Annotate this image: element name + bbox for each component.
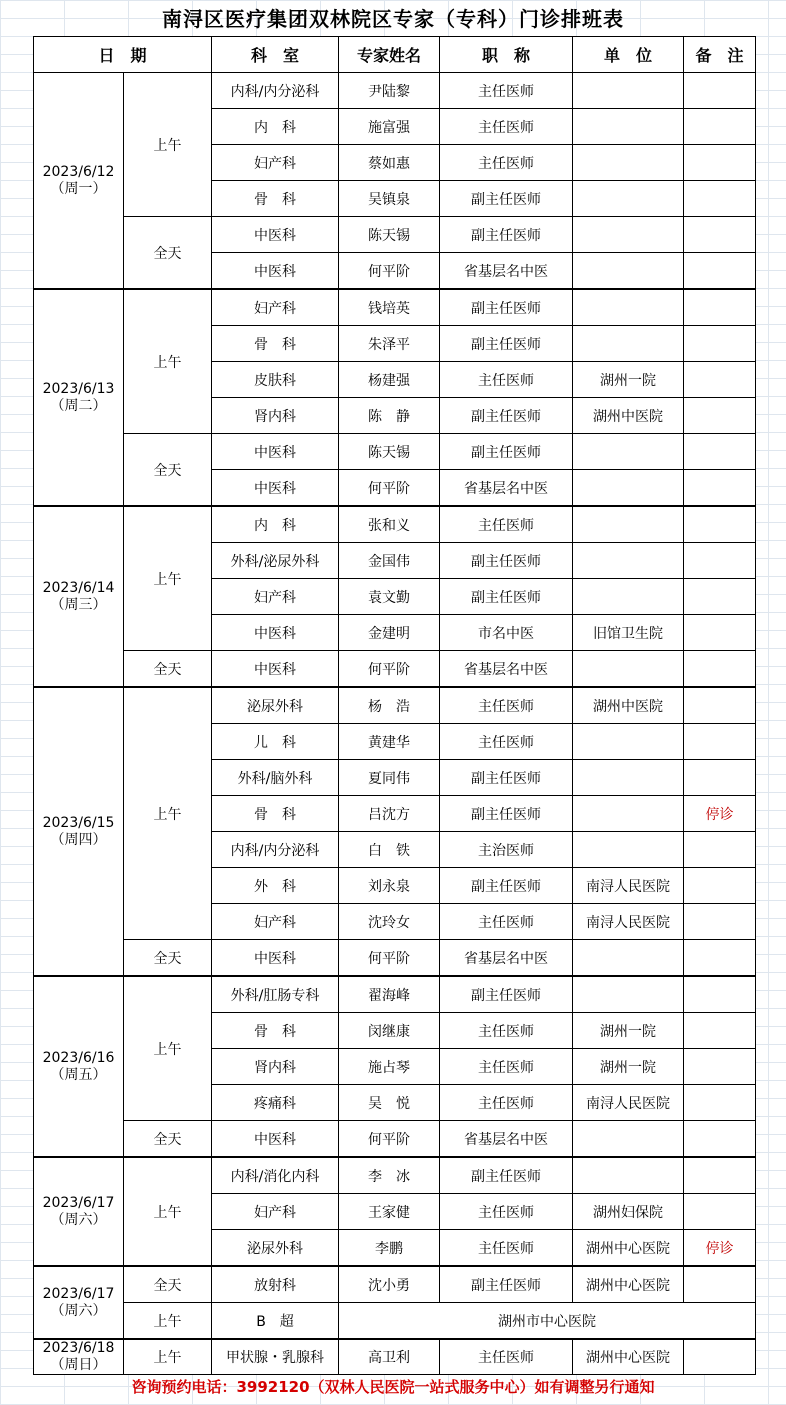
period-cell: 上午 <box>124 289 212 434</box>
title-cell: 副主任医师 <box>440 326 573 362</box>
expert-name-cell: 袁文勤 <box>339 579 440 615</box>
dept-cell: 妇产科 <box>212 145 339 181</box>
title-cell: 省基层名中医 <box>440 1121 573 1158</box>
dept-cell: 皮肤科 <box>212 362 339 398</box>
title-cell: 副主任医师 <box>440 289 573 326</box>
dept-cell: 中医科 <box>212 615 339 651</box>
weekday-value: （周五） <box>50 1066 107 1083</box>
note-cell <box>684 1121 756 1158</box>
note-cell <box>684 651 756 688</box>
dept-cell: 甲状腺・乳腺科 <box>212 1339 339 1375</box>
unit-cell <box>573 217 684 253</box>
header-dept: 科 室 <box>212 37 339 73</box>
expert-name-cell: 杨建强 <box>339 362 440 398</box>
title-cell: 主任医师 <box>440 109 573 145</box>
weekday-value: （周六） <box>50 1211 107 1228</box>
expert-name-cell: 何平阶 <box>339 470 440 507</box>
date-value: 2023/6/18 <box>42 1340 115 1356</box>
expert-name-cell: 闵继康 <box>339 1013 440 1049</box>
table-row <box>34 1121 756 1158</box>
note-cell <box>684 253 756 290</box>
header-expert: 专家姓名 <box>339 37 440 73</box>
note-cell <box>684 760 756 796</box>
period-cell: 上午 <box>124 1339 212 1375</box>
note-cell <box>684 543 756 579</box>
period-cell: 全天 <box>124 1121 212 1158</box>
note-cell <box>684 362 756 398</box>
period-cell: 上午 <box>124 976 212 1121</box>
title-cell: 副主任医师 <box>440 543 573 579</box>
weekday-value: （周二） <box>50 397 107 414</box>
title-cell: 主任医师 <box>440 1230 573 1267</box>
note-cell <box>684 724 756 760</box>
expert-name-cell: 金国伟 <box>339 543 440 579</box>
title-cell: 主任医师 <box>440 506 573 543</box>
period-cell: 全天 <box>124 940 212 977</box>
period-cell: 上午 <box>124 73 212 217</box>
schedule-body <box>34 73 756 1375</box>
expert-name-cell: 高卫利 <box>339 1339 440 1375</box>
title-cell: 副主任医师 <box>440 868 573 904</box>
dept-cell: 中医科 <box>212 940 339 977</box>
expert-name-cell: 钱培英 <box>339 289 440 326</box>
title-cell: 副主任医师 <box>440 217 573 253</box>
date-cell <box>34 1266 124 1339</box>
table-row <box>34 651 756 688</box>
note-cell <box>684 904 756 940</box>
expert-name-cell: 陈天锡 <box>339 434 440 470</box>
table-row <box>34 289 756 326</box>
title-cell: 主任医师 <box>440 1013 573 1049</box>
expert-name-cell: 刘永泉 <box>339 868 440 904</box>
dept-cell: 妇产科 <box>212 1194 339 1230</box>
dept-cell: 外 科 <box>212 868 339 904</box>
note-cell <box>684 434 756 470</box>
header-row <box>34 37 756 73</box>
expert-name-cell: 蔡如惠 <box>339 145 440 181</box>
dept-cell: 内 科 <box>212 506 339 543</box>
date-value: 2023/6/12 <box>42 163 115 180</box>
dept-cell: 外科/泌尿外科 <box>212 543 339 579</box>
expert-name-cell: 翟海峰 <box>339 976 440 1013</box>
title-cell: 主任医师 <box>440 1085 573 1121</box>
dept-cell: 儿 科 <box>212 724 339 760</box>
unit-cell <box>573 760 684 796</box>
title-cell: 副主任医师 <box>440 579 573 615</box>
period-cell: 全天 <box>124 217 212 290</box>
title-cell: 市名中医 <box>440 615 573 651</box>
title-cell: 主任医师 <box>440 904 573 940</box>
title-cell: 副主任医师 <box>440 760 573 796</box>
dept-cell: 内 科 <box>212 109 339 145</box>
expert-name-cell: 李鹏 <box>339 1230 440 1267</box>
unit-cell <box>573 73 684 109</box>
dept-cell: 中医科 <box>212 470 339 507</box>
unit-cell <box>573 940 684 977</box>
unit-cell: 旧馆卫生院 <box>573 615 684 651</box>
unit-cell: 南浔人民医院 <box>573 1085 684 1121</box>
expert-name-cell: 李 冰 <box>339 1157 440 1194</box>
note-cell <box>684 73 756 109</box>
note-cell: 停诊 <box>684 1230 756 1267</box>
expert-name-cell: 何平阶 <box>339 253 440 290</box>
expert-name-cell: 何平阶 <box>339 1121 440 1158</box>
unit-cell: 湖州中心医院 <box>573 1339 684 1375</box>
unit-cell <box>573 506 684 543</box>
note-cell <box>684 687 756 724</box>
unit-cell <box>573 543 684 579</box>
note-cell <box>684 145 756 181</box>
title-cell: 副主任医师 <box>440 976 573 1013</box>
note-cell <box>684 1013 756 1049</box>
note-cell <box>684 181 756 217</box>
date-value: 2023/6/17 <box>42 1285 115 1302</box>
dept-cell: 内科/消化内科 <box>212 1157 339 1194</box>
dept-cell: 外科/肛肠专科 <box>212 976 339 1013</box>
expert-name-cell: 沈小勇 <box>339 1266 440 1303</box>
title-cell: 主任医师 <box>440 1339 573 1375</box>
unit-cell <box>573 253 684 290</box>
dept-cell: 骨 科 <box>212 1013 339 1049</box>
merged-unit-cell: 湖州市中心医院 <box>339 1303 756 1340</box>
expert-name-cell: 尹陆黎 <box>339 73 440 109</box>
title-cell: 省基层名中医 <box>440 651 573 688</box>
unit-cell <box>573 181 684 217</box>
expert-name-cell: 金建明 <box>339 615 440 651</box>
title-cell: 主任医师 <box>440 1049 573 1085</box>
note-cell <box>684 868 756 904</box>
table-row <box>34 73 756 109</box>
period-cell: 全天 <box>124 1266 212 1303</box>
title-cell: 副主任医师 <box>440 181 573 217</box>
title-cell: 副主任医师 <box>440 1266 573 1303</box>
expert-name-cell: 张和义 <box>339 506 440 543</box>
dept-cell: 妇产科 <box>212 904 339 940</box>
expert-name-cell: 何平阶 <box>339 651 440 688</box>
dept-cell: 骨 科 <box>212 796 339 832</box>
weekday-value: （周三） <box>50 596 107 613</box>
dept-cell: 内科/内分泌科 <box>212 73 339 109</box>
expert-name-cell: 黄建华 <box>339 724 440 760</box>
date-value: 2023/6/14 <box>42 579 115 596</box>
unit-cell <box>573 976 684 1013</box>
note-cell <box>684 1157 756 1194</box>
expert-name-cell: 施富强 <box>339 109 440 145</box>
title-cell: 副主任医师 <box>440 434 573 470</box>
title-cell: 省基层名中医 <box>440 940 573 977</box>
weekday-value: （周一） <box>50 180 107 197</box>
note-cell <box>684 579 756 615</box>
expert-name-cell: 陈天锡 <box>339 217 440 253</box>
unit-cell <box>573 832 684 868</box>
note-cell <box>684 940 756 977</box>
page-title: 南浔区医疗集团双林院区专家（专科）门诊排班表 <box>162 7 624 31</box>
table-row <box>34 1266 756 1303</box>
period-cell: 上午 <box>124 687 212 940</box>
dept-cell: 泌尿外科 <box>212 1230 339 1267</box>
weekday-value: （周四） <box>50 831 107 848</box>
table-row <box>34 976 756 1013</box>
note-cell <box>684 976 756 1013</box>
table-row <box>34 1303 756 1340</box>
table-row <box>34 1339 756 1375</box>
table-row <box>34 217 756 253</box>
date-value: 2023/6/16 <box>42 1049 115 1066</box>
dept-cell: 肾内科 <box>212 398 339 434</box>
dept-cell: 外科/脑外科 <box>212 760 339 796</box>
expert-name-cell: 白 铁 <box>339 832 440 868</box>
dept-cell: 内科/内分泌科 <box>212 832 339 868</box>
table-row <box>34 1157 756 1194</box>
unit-cell: 湖州中心医院 <box>573 1230 684 1267</box>
expert-name-cell: 吕沈方 <box>339 796 440 832</box>
dept-cell: 泌尿外科 <box>212 687 339 724</box>
dept-cell: 妇产科 <box>212 579 339 615</box>
expert-name-cell: 吴镇泉 <box>339 181 440 217</box>
dept-cell: 肾内科 <box>212 1049 339 1085</box>
expert-name-cell: 朱泽平 <box>339 326 440 362</box>
dept-cell: 中医科 <box>212 651 339 688</box>
date-value: 2023/6/13 <box>42 380 115 397</box>
expert-name-cell: 施占琴 <box>339 1049 440 1085</box>
unit-cell <box>573 1157 684 1194</box>
unit-cell: 湖州中医院 <box>573 687 684 724</box>
unit-cell <box>573 434 684 470</box>
note-cell <box>684 217 756 253</box>
dept-cell: 妇产科 <box>212 289 339 326</box>
dept-cell: 中医科 <box>212 434 339 470</box>
dept-cell: 骨 科 <box>212 181 339 217</box>
title-cell: 主任医师 <box>440 687 573 724</box>
unit-cell: 湖州一院 <box>573 1049 684 1085</box>
unit-cell <box>573 1121 684 1158</box>
unit-cell <box>573 326 684 362</box>
note-cell <box>684 289 756 326</box>
note-cell <box>684 470 756 507</box>
dept-cell: B 超 <box>212 1303 339 1340</box>
dept-cell: 中医科 <box>212 217 339 253</box>
title-cell: 副主任医师 <box>440 1157 573 1194</box>
title-cell: 副主任医师 <box>440 796 573 832</box>
expert-name-cell: 夏同伟 <box>339 760 440 796</box>
header-title: 职 称 <box>440 37 573 73</box>
note-cell <box>684 398 756 434</box>
unit-cell <box>573 579 684 615</box>
note-cell <box>684 615 756 651</box>
period-cell: 全天 <box>124 651 212 688</box>
expert-name-cell: 陈 静 <box>339 398 440 434</box>
date-cell <box>34 506 124 687</box>
weekday-value: （周六） <box>50 1302 107 1319</box>
dept-cell: 疼痛科 <box>212 1085 339 1121</box>
unit-cell <box>573 651 684 688</box>
title-cell: 主任医师 <box>440 1194 573 1230</box>
unit-cell <box>573 145 684 181</box>
table-row <box>34 434 756 470</box>
title-cell: 主任医师 <box>440 145 573 181</box>
unit-cell: 湖州中心医院 <box>573 1266 684 1303</box>
unit-cell: 南浔人民医院 <box>573 868 684 904</box>
title-cell: 主任医师 <box>440 362 573 398</box>
header-date: 日 期 <box>34 37 212 73</box>
unit-cell <box>573 289 684 326</box>
note-cell <box>684 1194 756 1230</box>
note-cell <box>684 506 756 543</box>
note-cell <box>684 326 756 362</box>
table-row <box>34 506 756 543</box>
note-cell <box>684 1266 756 1303</box>
note-cell <box>684 832 756 868</box>
date-cell <box>34 687 124 976</box>
note-cell <box>684 1085 756 1121</box>
title-cell: 省基层名中医 <box>440 470 573 507</box>
title-cell: 主任医师 <box>440 73 573 109</box>
date-cell <box>34 1339 124 1375</box>
schedule-table <box>33 36 756 1375</box>
unit-cell <box>573 470 684 507</box>
unit-cell: 南浔人民医院 <box>573 904 684 940</box>
dept-cell: 中医科 <box>212 253 339 290</box>
title-cell: 主治医师 <box>440 832 573 868</box>
period-cell: 上午 <box>124 506 212 651</box>
weekday-value: （周日） <box>50 1357 107 1373</box>
title-cell: 副主任医师 <box>440 398 573 434</box>
expert-name-cell: 吴 悦 <box>339 1085 440 1121</box>
period-cell: 上午 <box>124 1303 212 1340</box>
unit-cell <box>573 724 684 760</box>
note-cell: 停诊 <box>684 796 756 832</box>
date-value: 2023/6/17 <box>42 1194 115 1211</box>
unit-cell: 湖州一院 <box>573 1013 684 1049</box>
dept-cell: 骨 科 <box>212 326 339 362</box>
unit-cell <box>573 796 684 832</box>
date-cell <box>34 976 124 1157</box>
unit-cell: 湖州中医院 <box>573 398 684 434</box>
title-cell: 主任医师 <box>440 724 573 760</box>
note-cell <box>684 1049 756 1085</box>
header-unit: 单 位 <box>573 37 684 73</box>
table-row <box>34 687 756 724</box>
dept-cell: 放射科 <box>212 1266 339 1303</box>
unit-cell <box>573 109 684 145</box>
date-cell <box>34 289 124 506</box>
dept-cell: 中医科 <box>212 1121 339 1158</box>
table-row <box>34 940 756 977</box>
unit-cell: 湖州妇保院 <box>573 1194 684 1230</box>
title-cell: 省基层名中医 <box>440 253 573 290</box>
date-value: 2023/6/15 <box>42 814 115 831</box>
expert-name-cell: 杨 浩 <box>339 687 440 724</box>
footer-notice: 咨询预约电话：3992120（双林人民医院一站式服务中心）如有调整另行通知 <box>131 1378 655 1396</box>
period-cell: 上午 <box>124 1157 212 1266</box>
unit-cell: 湖州一院 <box>573 362 684 398</box>
date-cell <box>34 1157 124 1266</box>
expert-name-cell: 王家健 <box>339 1194 440 1230</box>
header-note: 备 注 <box>684 37 756 73</box>
note-cell <box>684 109 756 145</box>
expert-name-cell: 何平阶 <box>339 940 440 977</box>
note-cell <box>684 1339 756 1375</box>
period-cell: 全天 <box>124 434 212 507</box>
date-cell <box>34 73 124 290</box>
expert-name-cell: 沈玲女 <box>339 904 440 940</box>
